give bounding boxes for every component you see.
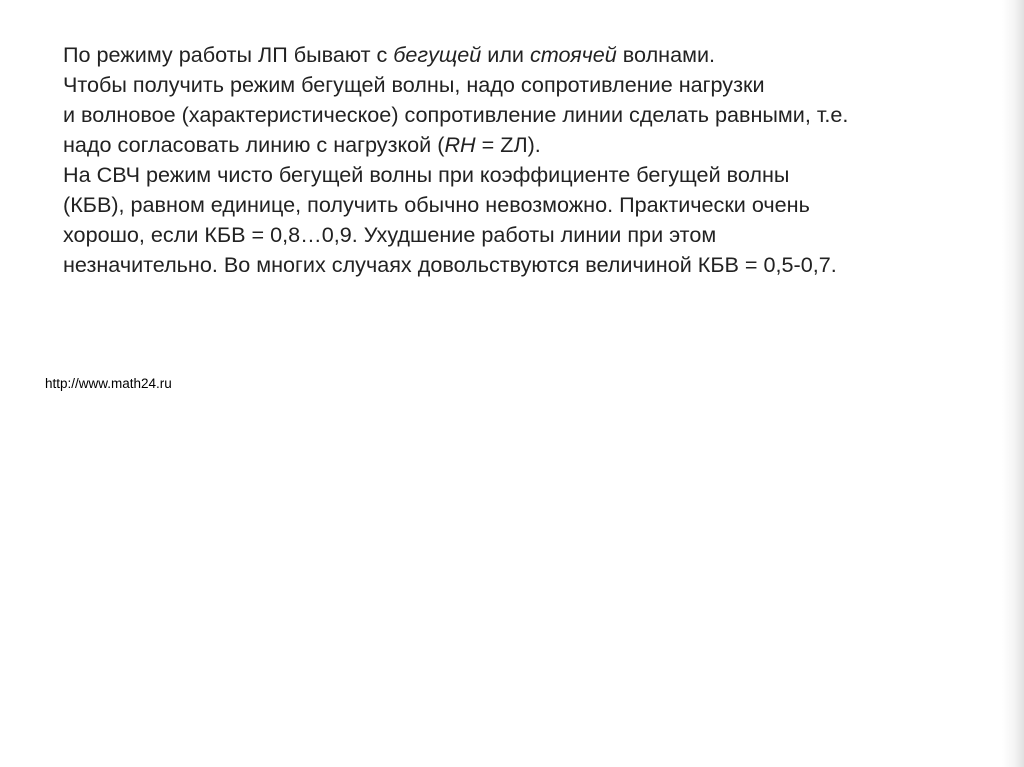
text-line-3: и волновое (характеристическое) сопротивление линии сделать равными, т.е. [63, 102, 849, 127]
text-line-6: (КБВ), равном единице, получить обычно невозможно. Практически очень [63, 192, 810, 217]
text-segment: или [481, 42, 530, 67]
italic-symbol-rn: RН [444, 132, 476, 157]
text-segment: = ZЛ). [475, 132, 541, 157]
text-segment: надо согласовать линию с нагрузкой ( [63, 132, 445, 157]
text-segment: волнами. [616, 42, 716, 67]
source-url: http://www.math24.ru [45, 376, 172, 391]
slide-body-text [63, 40, 1008, 280]
page-edge-shadow [1002, 0, 1024, 767]
text-segment: По режиму работы ЛП бывают с [63, 42, 394, 67]
text-line-5: На СВЧ режим чисто бегущей волны при коэффициенте бегущей волны [63, 162, 790, 187]
italic-term-running: бегущей [393, 42, 482, 67]
text-line-4 [63, 130, 1008, 160]
italic-term-standing: стоячей [530, 42, 617, 67]
text-line-1 [63, 40, 1008, 70]
text-line-8: незначительно. Во многих случаях довольствуются величиной КБВ = 0,5-0,7. [63, 252, 837, 277]
text-line-7: хорошо, если КБВ = 0,8…0,9. Ухудшение работы линии при этом [63, 222, 717, 247]
text-line-2: Чтобы получить режим бегущей волны, надо сопротивление нагрузки [63, 72, 765, 97]
